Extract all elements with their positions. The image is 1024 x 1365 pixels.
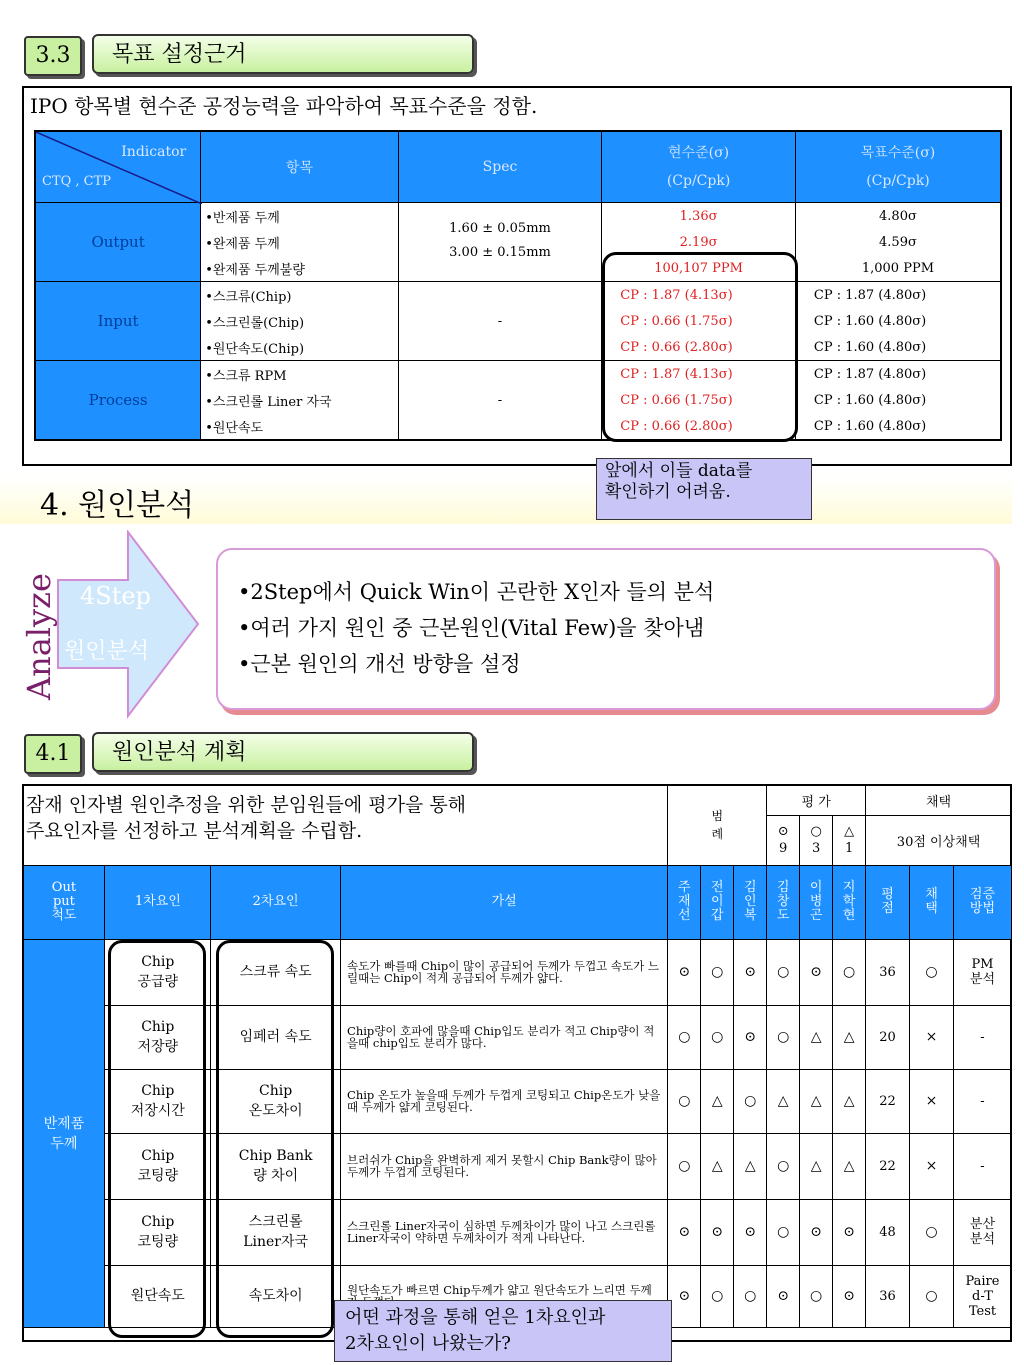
spec-cell: - <box>398 282 602 361</box>
eval-mark: ○ <box>701 1265 734 1327</box>
item: •스크류(Chip) <box>201 282 399 309</box>
spec-cell: - <box>398 361 602 441</box>
factor1-cell: Chip 코팅량 <box>105 1199 211 1265</box>
arrow-step-subtitle: 원인분석 <box>64 639 150 664</box>
eval-mark: ○ <box>767 1133 800 1199</box>
analyze-vertical-label: Analyze <box>20 573 58 700</box>
select-rule: 30점 이상채택 <box>866 815 1012 865</box>
category-process: Process <box>35 361 201 441</box>
header-spec: Spec <box>398 131 602 203</box>
highlight-box-current <box>602 252 798 442</box>
hypothesis-cell: 스크린롤 Liner자국이 심하면 두께차이가 많이 나고 스크린롤 Liner자국이 약하면 두께차이가 적게 나타난다. <box>341 1199 668 1265</box>
eval-mark: ⊙ <box>734 939 767 1005</box>
eval-mark: ⊙ <box>833 1199 866 1265</box>
factor2-cell: Chip Bank 량 차이 <box>211 1133 341 1199</box>
eval-mark: ⊙ <box>734 1005 767 1069</box>
target-value: 1,000 PPM <box>795 255 1001 282</box>
corner-top-label: Indicator <box>121 144 187 160</box>
eval-mark: ○ <box>833 939 866 1005</box>
adopt-cell: × <box>910 1005 954 1069</box>
header-member: 지 학 현 <box>833 865 866 939</box>
header-factor1: 1차요인 <box>105 865 211 939</box>
eval-label: 평 가 <box>767 785 866 815</box>
category-output: Output <box>35 203 201 282</box>
legend-item: ⊙ 9 <box>767 815 800 865</box>
score-cell: 20 <box>866 1005 910 1069</box>
eval-mark: △ <box>833 1069 866 1133</box>
eval-mark: ⊙ <box>734 1199 767 1265</box>
method-cell: - <box>953 1005 1011 1069</box>
eval-mark: ⊙ <box>668 1265 701 1327</box>
hypothesis-cell: Chip량이 호파에 많을때 Chip입도 분리가 적고 Chip량이 적을때 chip입도 분리가 많다. <box>341 1005 668 1069</box>
eval-mark: ○ <box>767 1005 800 1069</box>
current-value: CP : 0.66 (2.80σ) <box>602 413 796 440</box>
adopt-cell: ○ <box>910 939 954 1005</box>
highlight-box-factor1 <box>108 940 206 1338</box>
header-hypothesis: 가설 <box>341 865 668 939</box>
item: •원단속도(Chip) <box>201 334 399 361</box>
ipo-table <box>34 130 1002 441</box>
ipo-panel <box>22 86 1012 466</box>
adopt-cell: × <box>910 1069 954 1133</box>
method-cell: 분산 분석 <box>953 1199 1011 1265</box>
item: •반제품 두께 <box>201 203 399 230</box>
eval-mark: ⊙ <box>833 1265 866 1327</box>
eval-mark: ○ <box>767 1199 800 1265</box>
table-intro: 잠재 인자별 원인추정을 위한 분임원들에 평가을 통해 주요인자를 선정하고 분석계획을 수립함. <box>23 785 668 865</box>
header-factor2: 2차요인 <box>211 865 341 939</box>
corner-header <box>35 131 201 203</box>
eval-mark: ○ <box>668 1133 701 1199</box>
item: •스크린롤(Chip) <box>201 308 399 334</box>
current-value: CP : 1.87 (4.13σ) <box>602 361 796 388</box>
score-cell: 22 <box>866 1133 910 1199</box>
target-value: CP : 1.87 (4.80σ) <box>795 361 1001 388</box>
arrow-step-label: 4Step <box>80 582 151 610</box>
adopt-cell: ○ <box>910 1199 954 1265</box>
header-member: 김 인 복 <box>734 865 767 939</box>
current-value: 100,107 PPM <box>602 255 796 282</box>
section-title: 목표 설정근거 <box>92 34 474 74</box>
header-item: 항목 <box>201 131 399 203</box>
current-value: CP : 0.66 (2.80σ) <box>602 334 796 361</box>
factor2-cell: 속도차이 <box>211 1265 341 1327</box>
hypothesis-cell: 원단속도가 빠르면 Chip두께가 얇고 원단속도가 느리면 두께 <box>341 1265 668 1327</box>
legend-item: ○ 3 <box>800 815 833 865</box>
factor1-cell: Chip 저장량 <box>105 1005 211 1069</box>
factor2-cell: 스크린롤 Liner자국 <box>211 1199 341 1265</box>
bullet: •2Step에서 Quick Win이 곤란한 X인자 들의 분석 <box>238 580 715 604</box>
eval-mark: ○ <box>668 1069 701 1133</box>
callout-data-note: 앞에서 이들 data를 확인하기 어려움. <box>596 458 812 520</box>
method-cell: - <box>953 1133 1011 1199</box>
section-number: 4.1 <box>24 734 82 774</box>
eval-mark: ○ <box>767 939 800 1005</box>
item: •스크린롤 Liner 자국 <box>201 387 399 413</box>
eval-mark: △ <box>800 1133 833 1199</box>
target-value: CP : 1.60 (4.80σ) <box>795 334 1001 361</box>
spec-cell: 1.60 ± 0.05mm 3.00 ± 0.15mm <box>398 203 602 282</box>
legend-label: 범 례 <box>668 785 767 865</box>
header-target: 목표수준(σ) (Cp/Cpk) <box>795 131 1001 203</box>
eval-mark: △ <box>833 1133 866 1199</box>
eval-mark: △ <box>734 1133 767 1199</box>
target-value: CP : 1.60 (4.80σ) <box>795 413 1001 440</box>
target-value: 4.59σ <box>795 229 1001 255</box>
section-4-title: 4. 원인분석 <box>40 488 195 523</box>
eval-mark: ○ <box>701 1005 734 1069</box>
eval-mark: △ <box>800 1005 833 1069</box>
current-value: 1.36σ <box>602 203 796 230</box>
target-value: CP : 1.60 (4.80σ) <box>795 387 1001 413</box>
header-member: 주 재 선 <box>668 865 701 939</box>
target-value: CP : 1.87 (4.80σ) <box>795 282 1001 309</box>
select-label: 채택 <box>866 785 1012 815</box>
eval-mark: ⊙ <box>668 939 701 1005</box>
adopt-cell: × <box>910 1133 954 1199</box>
current-value: 2.19σ <box>602 229 796 255</box>
method-cell: Paire d-T Test <box>953 1265 1011 1327</box>
factor2-cell: 임페러 속도 <box>211 1005 341 1069</box>
header-member: 이 병 곤 <box>800 865 833 939</box>
eval-mark: ○ <box>734 1265 767 1327</box>
section-title: 원인분석 계획 <box>92 732 474 772</box>
item: •스크류 RPM <box>201 361 399 388</box>
header-score: 평 점 <box>866 865 910 939</box>
eval-mark: ○ <box>734 1069 767 1133</box>
output-category: 반제품 두께 <box>23 939 105 1327</box>
current-value: CP : 1.87 (4.13σ) <box>602 282 796 309</box>
ipo-description: IPO 항목별 현수준 공정능력을 파악하여 목표수준을 정함. <box>30 94 538 118</box>
factor2-cell: 스크류 속도 <box>211 939 341 1005</box>
factor1-cell: Chip 공급량 <box>105 939 211 1005</box>
hypothesis-cell: 브러쉬가 Chip을 완벽하게 제거 못할시 Chip Bank량이 많아 두께가 두껍게 코팅된다. <box>341 1133 668 1199</box>
bullet: •여러 가지 원인 중 근본원인(Vital Few)을 찾아냄 <box>238 616 705 640</box>
corner-bottom-label: CTQ , CTP <box>42 174 112 189</box>
header-adopt: 채 택 <box>910 865 954 939</box>
method-cell: PM 분석 <box>953 939 1011 1005</box>
score-cell: 36 <box>866 939 910 1005</box>
step-arrow <box>56 530 202 720</box>
eval-mark: ○ <box>701 939 734 1005</box>
eval-mark: ⊙ <box>800 939 833 1005</box>
eval-mark: ⊙ <box>668 1199 701 1265</box>
header-method: 검증 방법 <box>953 865 1011 939</box>
hypothesis-cell: Chip 온도가 높을때 두께가 두껍게 코팅되고 Chip온도가 낮을때 두께가 얇게 코팅된다. <box>341 1069 668 1133</box>
diagonal-line <box>36 132 202 204</box>
header-output-scale: Out put 척도 <box>23 865 105 939</box>
current-value: CP : 0.66 (1.75σ) <box>602 387 796 413</box>
score-cell: 48 <box>866 1199 910 1265</box>
eval-mark: △ <box>767 1069 800 1133</box>
analyze-bullets-box <box>216 548 996 710</box>
eval-mark: △ <box>833 1005 866 1069</box>
header-member: 김 창 도 <box>767 865 800 939</box>
method-cell: - <box>953 1069 1011 1133</box>
item: •완제품 두께불량 <box>201 255 399 282</box>
header-current: 현수준(σ) (Cp/Cpk) <box>602 131 796 203</box>
factor1-cell: Chip 코팅량 <box>105 1133 211 1199</box>
hypothesis-cell: 속도가 빠를때 Chip이 많이 공급되어 두께가 두껍고 속도가 느릴때는 Chip이 적게 공급되어 두께가 얇다. <box>341 939 668 1005</box>
target-value: CP : 1.60 (4.80σ) <box>795 308 1001 334</box>
header-member: 전 이 갑 <box>701 865 734 939</box>
eval-mark: △ <box>800 1069 833 1133</box>
factor1-cell: Chip 저장시간 <box>105 1069 211 1133</box>
item: •원단속도 <box>201 413 399 440</box>
factor2-cell: Chip 온도차이 <box>211 1069 341 1133</box>
target-value: 4.80σ <box>795 203 1001 230</box>
adopt-cell: ○ <box>910 1265 954 1327</box>
factor1-cell: 원단속도 <box>105 1265 211 1327</box>
bullet: •근본 원인의 개선 방향을 설정 <box>238 652 521 676</box>
eval-mark: ○ <box>800 1265 833 1327</box>
eval-mark: △ <box>701 1133 734 1199</box>
highlight-box-factor2 <box>216 940 334 1338</box>
eval-mark: △ <box>701 1069 734 1133</box>
eval-mark: ⊙ <box>800 1199 833 1265</box>
current-value: CP : 0.66 (1.75σ) <box>602 308 796 334</box>
category-input: Input <box>35 282 201 361</box>
eval-mark: ⊙ <box>767 1265 800 1327</box>
item: •완제품 두께 <box>201 229 399 255</box>
section-number: 3.3 <box>24 36 82 76</box>
eval-mark: ○ <box>668 1005 701 1069</box>
callout-question: 어떤 과정을 통해 얻은 1차요인과 2차요인이 나왔는가? <box>334 1300 672 1362</box>
legend-item: △ 1 <box>833 815 866 865</box>
eval-mark: ⊙ <box>701 1199 734 1265</box>
score-cell: 36 <box>866 1265 910 1327</box>
score-cell: 22 <box>866 1069 910 1133</box>
